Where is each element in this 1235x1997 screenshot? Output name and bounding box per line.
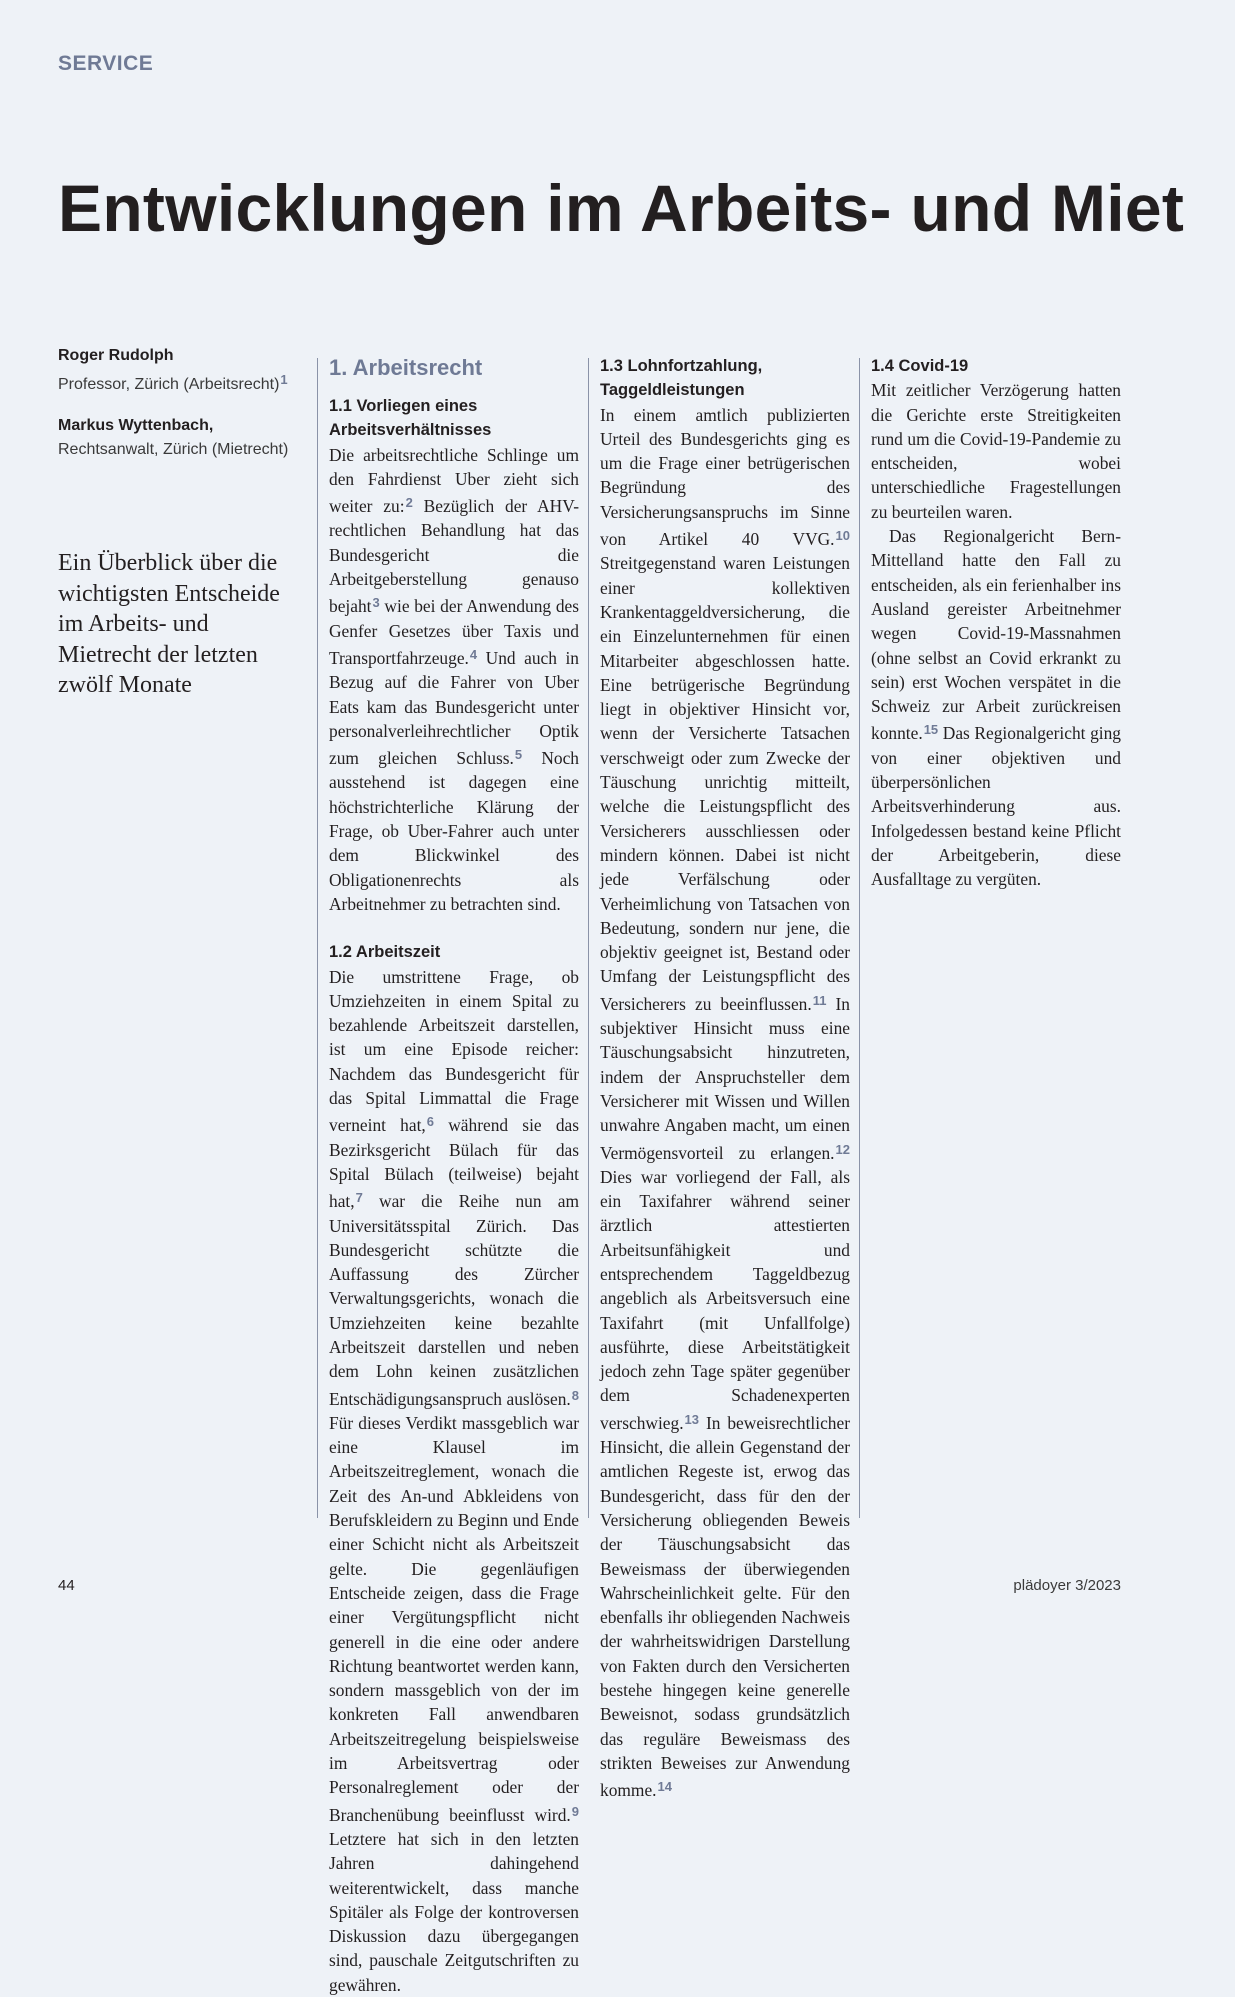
text-column-1 xyxy=(329,354,579,1997)
footnote-marker: 6 xyxy=(426,1114,435,1130)
author-name: Roger Rudolph xyxy=(58,347,174,364)
subsection-heading: 1.2 Arbeitszeit xyxy=(329,943,441,962)
author-name: Markus Wyttenbach, xyxy=(58,417,214,434)
footnote-marker: 10 xyxy=(835,528,850,544)
column-divider xyxy=(859,358,860,1518)
footnote-marker: 12 xyxy=(835,1141,850,1157)
footnote-marker: 5 xyxy=(514,747,523,763)
body-paragraph: In einem amtlich publizierten Urteil des Bundesgerichts ging es um die Frage einer betrügerischen Begründung des Versicherungsanspruchs im Sinne von Artikel 40 VVG.$^{10}$ Streitgegenstand waren Leistungen einer kollektiven Krankentaggeldversicherung, die ein Einzelunternehmen für einen Mitarbeiter abgeschlossen hatte. Eine betrügerische Begründung liegt in objektiver Hinsicht vor, wenn der Versicherte Tatsachen verschweigt oder zum Zwecke der Täuschung unrichtig mitteilt, welche die Leistungspflicht des Versicherers ausschliessen oder mindern können. Dabei ist nicht jede Verfälschung oder Verheimlichung von Tatsachen von Bedeutung, sondern nur jene, die objektiv geeignet ist, Bestand oder Umfang der Leistungspflicht des Versicherers zu beeinflussen.$^{11}$ In subjektiver Hinsicht muss eine Täuschungsabsicht hinzutreten, indem der Anspruchsteller dem Versicherer mit Wissen und Willen unwahre Angaben macht, um einen Vermögensvorteil zu erlangen.$^{12}$ Dies war vorliegend der Fall, als ein Taxifahrer während seiner ärztlich attestierten Arbeitsunfähigkeit und entsprechendem Taggeldbezug angeblich als Arbeitsversuch eine Taxifahrt (mit Unfallfolge) ausführte, diese Arbeitstätigkeit jedoch zehn Tage später gegenüber dem Schadenexperten verschwieg.$^{13}$ In beweisrechtlicher Hinsicht, die allein Gegenstand der amtlichen Regeste ist, erwog das Bundesgericht, dass für den der Versicherung obliegenden Beweis der Täuschungsabsicht das Beweismass der überwiegenden Wahrscheinlichkeit gelte. Für den ebenfalls ihr obliegenden Nachweis der wahrheitswidrigen Darstellung von Fakten durch den Versicherten bestehe hingegen keine generelle Beweisnot, sodass grundsätzlich das reguläre Beweismass des strikten Beweises zur Anwendung komme.$^{14}$ xyxy=(600,404,850,1801)
body-paragraph: Die arbeitsrechtliche Schlinge um den Fahrdienst Uber zieht sich weiter zu:$^2$ Bezüglich der AHV-rechtlichen Behandlung hat das Bundesgericht die Arbeitgeberstellung genauso bejaht$^3$ wie bei der Anwendung des Genfer Gesetzes über Taxis und Transportfahrzeuge.$^4$ Und auch in Bezug auf die Fahrer von Uber Eats kam das Bundesgericht unter personalverleihrechtlicher Optik zum gleichen Schluss.$^5$ Noch ausstehend ist dagegen eine höchstrichterliche Klärung der Frage, ob Uber-Fahrer auch unter dem Blickwinkel des Obligationenrechts als Arbeitnehmer zu betrachten sind. xyxy=(329,444,579,914)
footnote-marker: 8 xyxy=(571,1387,579,1403)
subsection-heading: 1.3 Lohnfortzahlung, Taggeldleistungen xyxy=(600,357,763,400)
column-divider xyxy=(588,358,589,1518)
subsection-heading: 1.1 Vorliegen eines Arbeitsverhältnisses xyxy=(329,397,492,440)
publication-issue: plädoyer 3/2023 xyxy=(1013,1577,1121,1594)
footnote-marker: 15 xyxy=(923,722,939,738)
footnote-marker: 14 xyxy=(657,1779,672,1795)
author-block-1 xyxy=(58,344,288,397)
article-title: Entwicklungen im Arbeits- und Miet xyxy=(58,171,1185,245)
author-role: Rechtsanwalt, Zürich (Mietrecht) xyxy=(58,441,289,458)
footnote-marker: 11 xyxy=(812,992,827,1008)
footnote-marker: 2 xyxy=(405,495,413,511)
footnote-marker: 9 xyxy=(571,1803,579,1819)
footnote-marker: 1 xyxy=(280,372,288,387)
author-block-2 xyxy=(58,414,288,462)
text-column-3 xyxy=(871,354,1121,892)
lead-text: Ein Überblick über die wichtigsten Entscheide im Arbeits- und Mietrecht der letzten zwölf Monate xyxy=(58,550,280,698)
text-column-2 xyxy=(600,354,850,1803)
page-number: 44 xyxy=(58,1577,75,1594)
section-heading: 1. Arbeitsrecht xyxy=(329,355,483,380)
body-paragraph: Die umstrittene Frage, ob Umziehzeiten in einem Spital zu bezahlende Arbeitszeit darstellen, ist um eine Episode reicher: Nachdem das Bundesgericht für das Spital Limmattal die Frage verneint hat,$^6$ während sie das Bezirksgericht Bülach für das Spital Bülach (teilweise) bejaht hat,$^7$ war die Reihe nun am Universitätsspital Zürich. Das Bundesgericht schützte die Auffassung des Zürcher Verwaltungsgerichts, wonach die Umziehzeiten keine bezahlte Arbeitszeit darstellen und neben dem Lohn keinen zusätzlichen Entschädigungsanspruch auslösen.$^8$ Für dieses Verdikt massgeblich war eine Klausel im Arbeitszeitreglement, wonach die Zeit des An-und Abkleidens von Berufskleidern zu Beginn und Ende einer Schicht nicht als Arbeitszeit gelte. Die gegenläufigen Entscheide zeigen, dass die Frage einer Vergütungspflicht nicht generell in die eine oder andere Richtung beantwortet werden kann, sondern massgeblich von der im konkreten Fall anwendbaren Arbeitszeitregelung beispielsweise im Arbeitsvertrag oder Personalreglement oder der Branchenübung beeinflusst wird.$^9$ Letztere hat sich in den letzten Jahren dahingehend weiterentwickelt, dass manche Spitäler als Folge der kontroversen Diskussion dazu übergegangen sind, pauschale Zeitgutschriften zu gewähren. xyxy=(329,966,579,1995)
body-paragraph: Das Regionalgericht Bern-Mittelland hatte den Fall zu entscheiden, als ein ferienhalber ins Ausland gereister Arbeitnehmer wegen Covid-19-Massnahmen (ohne selbst an Covid erkrankt zu sein) erst Wochen verspätet in die Schweiz zur Arbeit zurückreisen konnte.$^{15}$ Das Regionalgericht ging von einer objektiven und überpersönlichen Arbeitsverhinderung aus. Infolgedessen bestand keine Pflicht der Arbeitgeberin, diese Ausfalltage zu vergüten. xyxy=(871,526,1121,890)
footnote-marker: 13 xyxy=(684,1411,700,1427)
subsection-heading: 1.4 Covid-19 xyxy=(871,357,969,375)
footnote-marker: 4 xyxy=(469,646,478,662)
author-role: Professor, Zürich (Arbeitsrecht) xyxy=(58,376,280,393)
body-paragraph: Mit zeitlicher Verzögerung hatten die Gerichte erste Streitigkeiten rund um die Covid-19-Pandemie zu entscheiden, wobei unterschiedliche Fragestellungen zu beurteilen waren. xyxy=(871,380,1121,522)
column-divider xyxy=(317,358,318,1518)
section-label: SERVICE xyxy=(58,52,154,75)
footnote-marker: 7 xyxy=(355,1190,363,1206)
footnote-marker: 3 xyxy=(372,595,380,611)
